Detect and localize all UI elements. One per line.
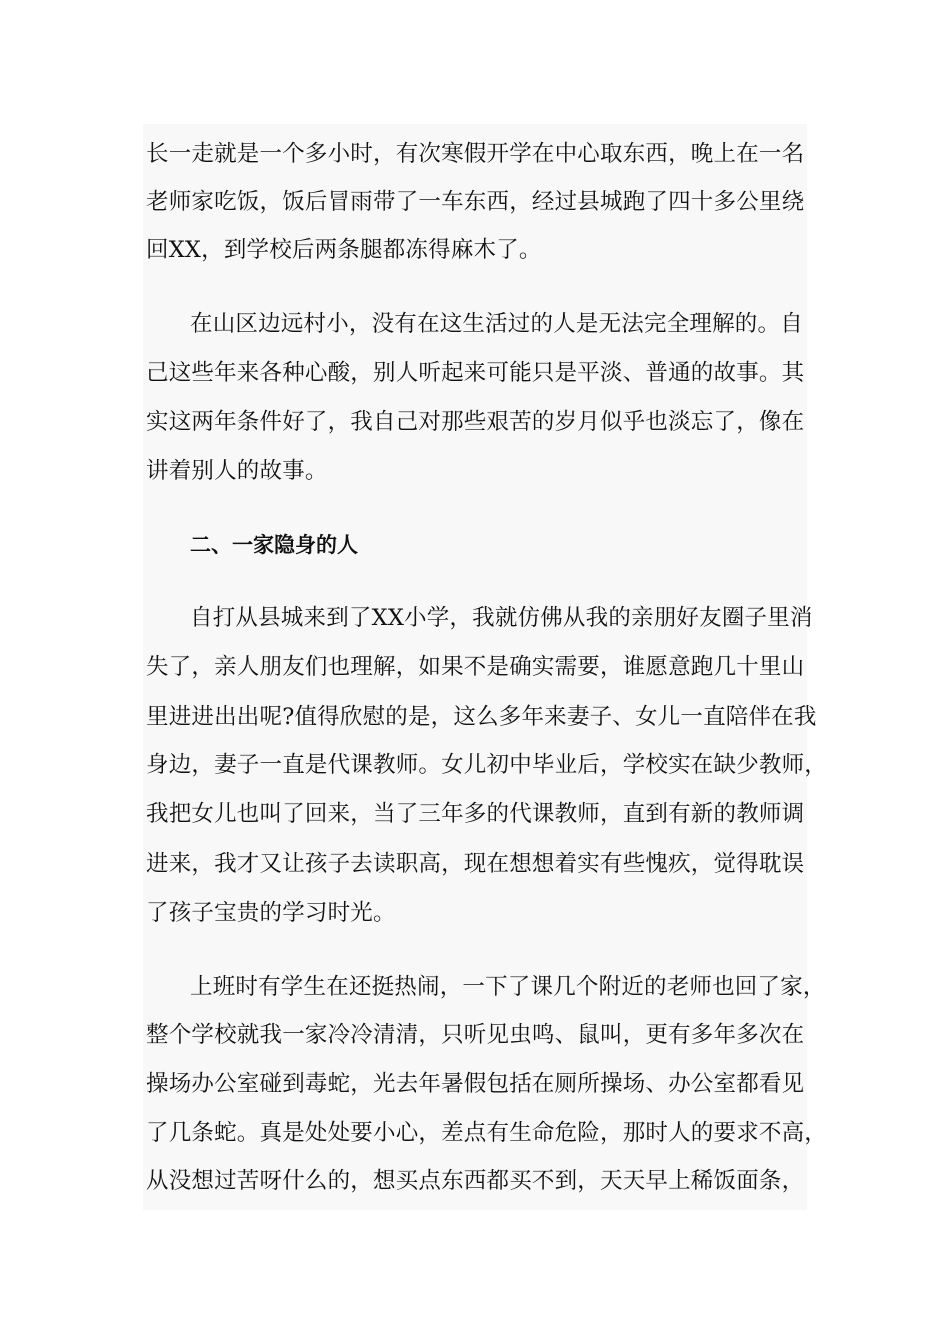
section-heading: 二、一家隐身的人 xyxy=(190,533,358,557)
paragraph-2-line: 在山区边远村小，没有在这生活过的人是无法完全理解的。自 xyxy=(190,311,803,337)
paragraph-3-line: 失了，亲人朋友们也理解，如果不是确实需要，谁愿意跑几十里山 xyxy=(146,654,805,680)
paragraph-2-line: 讲着别人的故事。 xyxy=(146,458,328,484)
paragraph-3-line: 进来，我才又让孩子去读职高，现在想想着实有些愧疚，觉得耽误 xyxy=(146,851,805,877)
paragraph-1-line: 老师家吃饭，饭后冒雨带了一车东西，经过县城跑了四十多公里绕 xyxy=(146,189,805,215)
paragraph-4-line: 了几条蛇。真是处处要小心，差点有生命危险，那时人的要求不高， xyxy=(146,1120,828,1146)
paragraph-2-line: 己这些年来各种心酸，别人听起来可能只是平淡、普通的故事。其 xyxy=(146,360,805,386)
paragraph-3-line: 里进进出出呢?值得欣慰的是，这么多年来妻子、女儿一直陪伴在我 xyxy=(146,704,817,730)
paragraph-3-line: 自打从县城来到了XX小学，我就仿佛从我的亲朋好友圈子里消 xyxy=(190,605,813,631)
paragraph-1-line: 回XX，到学校后两条腿都冻得麻木了。 xyxy=(146,237,542,263)
paragraph-4-line: 从没想过苦呀什么的，想买点东西都买不到，天天早上稀饭面条， xyxy=(146,1168,805,1194)
paragraph-4-line: 操场办公室碰到毒蛇，光去年暑假包括在厕所操场、办公室都看见 xyxy=(146,1071,805,1097)
paragraph-4-line: 上班时有学生在还挺热闹，一下了课几个附近的老师也回了家， xyxy=(190,974,826,1000)
paragraph-2-line: 实这两年条件好了，我自己对那些艰苦的岁月似乎也淡忘了，像在 xyxy=(146,409,805,435)
paragraph-3-line: 了孩子宝贵的学习时光。 xyxy=(146,900,396,926)
paragraph-3-line: 身边，妻子一直是代课教师。女儿初中毕业后，学校实在缺少教师， xyxy=(146,752,828,778)
paragraph-4-line: 整个学校就我一家冷冷清清，只听见虫鸣、鼠叫，更有多年多次在 xyxy=(146,1022,805,1048)
paragraph-3-line: 我把女儿也叫了回来，当了三年多的代课教师，直到有新的教师调 xyxy=(146,801,805,827)
paragraph-1-line: 长一走就是一个多小时，有次寒假开学在中心取东西，晚上在一名 xyxy=(146,141,805,167)
